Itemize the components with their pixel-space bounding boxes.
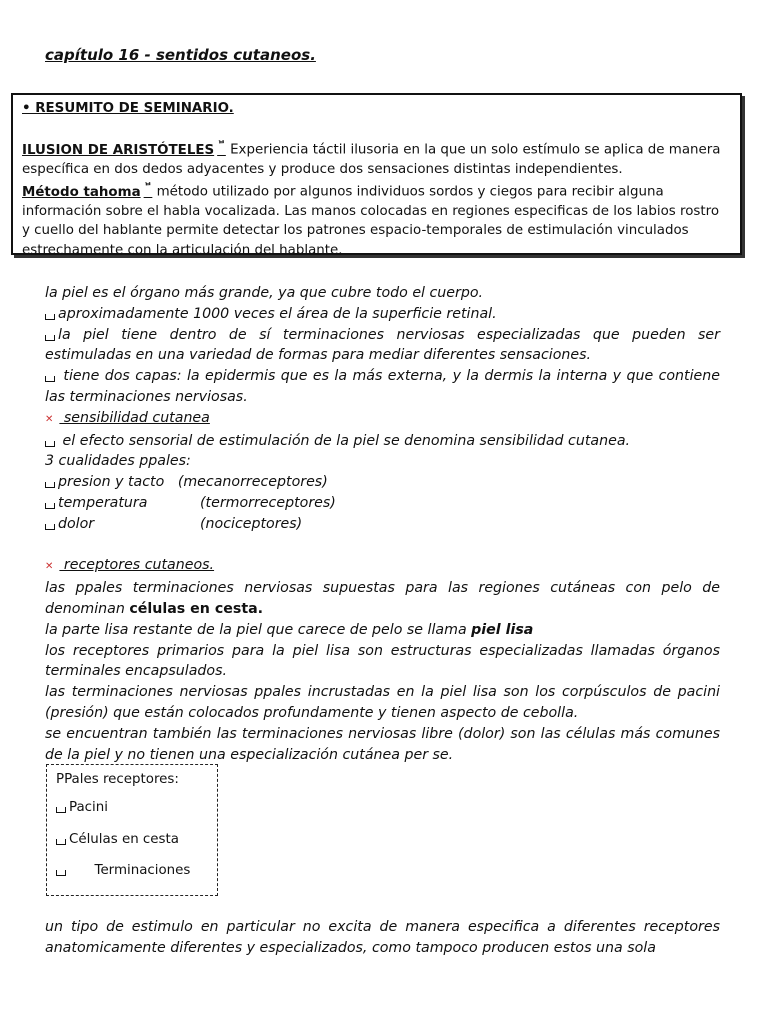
text-line: aproximadamente 1000 veces el área de la superficie retinal.: [45, 304, 720, 325]
receptors-title: PPales receptores:: [56, 772, 179, 787]
bullet-icon: [56, 807, 66, 813]
text-line: las ppales terminaciones nerviosas supuestas para las regiones cutáneas con pelo de denominan células en cesta.: [45, 580, 720, 617]
receptor-item: Pacini: [56, 792, 209, 824]
tahoma-paragraph: Método tahoma $^ᄇ$ método utilizado por algunos individuos sordos y ciegos para recibir alguna información sobre el habla vocalizada. Las manos colocadas en regiones especificas de los labios rostro y cuello del hablante permite detectar los patrones espacio-temporales de estimulación vinculados estrechamente con la articulación del hablante.: [22, 183, 720, 258]
quality-row: dolor (nociceptores): [45, 514, 720, 535]
body-text: [45, 283, 720, 765]
receptor-item: Terminaciones: [56, 855, 209, 887]
text-line: las terminaciones nerviosas ppales incrustadas en la piel lisa son los corpúsculos de pacini (presión) que están colocados profundamente y tienen aspecto de cebolla.: [45, 684, 720, 721]
section-heading-receptores: ✕ receptores cutaneos.: [45, 557, 215, 574]
seminar-summary-box: [11, 93, 742, 258]
aristotle-term: ILUSION DE ARISTÓTELES $^ᄇ$: [22, 141, 226, 158]
note-icon: ᄇ: [143, 183, 153, 194]
receptors-box: [46, 764, 218, 896]
spacer: [45, 535, 720, 556]
quality-row: temperatura (termorreceptores): [45, 493, 720, 514]
cross-icon: ✕: [45, 561, 54, 573]
text-line: tiene dos capas: la epidermis que es la más externa, y la dermis la interna y que contiene las terminaciones nerviosas.: [45, 368, 720, 405]
bullet-icon: [45, 335, 55, 341]
text-line: los receptores primarios para la piel lisa son estructuras especializadas llamadas órganos terminales encapsulados.: [45, 642, 720, 680]
bullet-icon: [56, 839, 66, 845]
text-line: 3 cualidades ppales:: [45, 453, 191, 470]
bullet-icon: [45, 503, 55, 509]
bullet-icon: [56, 870, 66, 876]
bullet-icon: [45, 524, 55, 530]
summary-heading: • RESUMITO DE SEMINARIO.: [22, 101, 234, 116]
cross-icon: ✕: [45, 413, 54, 425]
tahoma-term: Método tahoma $^ᄇ$: [22, 183, 153, 200]
text-line: se encuentran también las terminaciones nerviosas libre (dolor) son las células más comunes de la piel y no tienen una especialización cutánea per se.: [45, 725, 720, 763]
text-line: la piel es el órgano más grande, ya que cubre todo el cuerpo.: [45, 285, 484, 301]
receptor-item: Células en cesta: [56, 824, 209, 856]
bullet-icon: [45, 376, 55, 382]
bullet-icon: [45, 441, 55, 447]
bullet-icon: [45, 314, 55, 320]
text-line: el efecto sensorial de estimulación de la piel se denomina sensibilidad cutanea.: [45, 431, 720, 452]
quality-row: presion y tacto (mecanorreceptores): [45, 472, 720, 493]
bullet-icon: [45, 482, 55, 488]
chapter-title: capítulo 16 - sentidos cutaneos.: [45, 46, 316, 64]
text-line: la parte lisa restante de la piel que carece de pelo se llama piel lisa: [45, 621, 534, 638]
note-icon: ᄇ: [217, 141, 226, 152]
closing-paragraph: un tipo de estimulo en particular no excita de manera especifica a diferentes receptores anatomicamente diferentes y especializados, como tampoco producen estos una sola: [45, 919, 720, 956]
aristotle-paragraph: ILUSION DE ARISTÓTELES $^ᄇ$ Experiencia táctil ilusoria en la que un solo estímulo se aplica de manera específica en dos dedos adyacentes y produce dos sensaciones distintas independientes.: [22, 141, 721, 178]
section-heading-sensibilidad: ✕ sensibilidad cutanea: [45, 409, 210, 426]
text-line: la piel tiene dentro de sí terminaciones nerviosas especializadas que pueden ser estimuladas en una variedad de formas para mediar diferentes sensaciones.: [45, 326, 720, 364]
